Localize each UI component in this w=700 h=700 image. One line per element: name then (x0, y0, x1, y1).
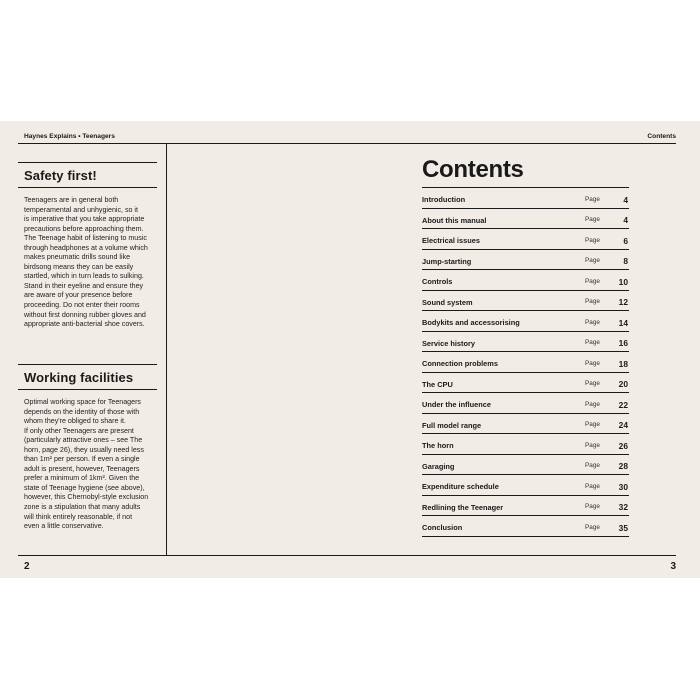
contents-entry[interactable] (422, 208, 629, 229)
body-line: The Teenage habit of listening to music (24, 234, 147, 243)
contents-page-number: 35 (618, 522, 628, 533)
contents-page-number: 20 (618, 379, 628, 389)
contents-entry[interactable] (422, 454, 629, 475)
contents-page-number: 18 (618, 358, 628, 369)
contents-page-label: Page (585, 216, 600, 224)
body-line: whom they're obliged to share it. (24, 417, 126, 426)
column-divider (166, 143, 167, 555)
contents-page-number: 32 (618, 502, 628, 512)
contents-page-number: 10 (618, 276, 628, 287)
section-rule (18, 162, 157, 163)
contents-page-label: Page (585, 421, 600, 429)
contents-entry[interactable] (422, 351, 629, 372)
contents-page-number: 8 (623, 256, 628, 266)
contents-entry-title: Bodykits and accessorising (422, 318, 520, 327)
contents-page-label: Page (585, 462, 600, 470)
body-line: state of Teenage hygiene (see above), (24, 483, 145, 492)
body-line: through headphones at a volume which (24, 243, 148, 252)
contents-entry-title: Introduction (422, 195, 466, 204)
body-line: temperamental and unhygienic, so it (24, 205, 138, 214)
section-body-safety (24, 196, 158, 330)
contents-entry-title: Expenditure schedule (422, 482, 499, 491)
contents-page-label: Page (585, 195, 600, 203)
contents-entry-title: Controls (422, 277, 453, 286)
body-line: horn, page 26), they usually need less (24, 445, 144, 454)
body-line: birdsong means they can be easily (24, 262, 134, 271)
contents-entry[interactable] (422, 331, 629, 352)
section-body-working (24, 398, 158, 532)
contents-entry-title: Garaging (422, 461, 455, 471)
contents-entry[interactable] (422, 495, 629, 516)
body-line: prefer a minimum of 1km². Given the (24, 474, 140, 483)
page-number-right: 3 (670, 561, 676, 572)
contents-list (422, 187, 629, 537)
body-line: appropriate anti-bacterial shoe covers. (24, 320, 145, 329)
contents-entry-title: Conclusion (422, 523, 463, 532)
contents-entry[interactable] (422, 228, 629, 249)
running-header-right: Contents (647, 133, 676, 140)
body-line: makes pneumatic drills sound like (24, 253, 131, 262)
contents-entry[interactable] (422, 249, 629, 270)
body-line: Stand in their eyeline and ensure they (24, 281, 144, 290)
contents-entry[interactable] (422, 290, 629, 311)
body-line: If only other Teenagers are present (24, 426, 134, 435)
body-line: Teenagers are in general both (24, 196, 119, 204)
contents-entry-title: Sound system (422, 297, 473, 307)
contents-page-number: 4 (623, 215, 628, 225)
contents-page-label: Page (585, 277, 600, 285)
contents-page-number: 6 (623, 235, 628, 246)
header-rule (18, 143, 676, 144)
body-line: depends on the identity of those with (24, 407, 140, 416)
contents-title: Contents (422, 156, 524, 183)
contents-page-label: Page (585, 482, 600, 490)
section-title-working: Working facilities (24, 370, 134, 385)
section-title-safety: Safety first! (24, 168, 97, 183)
contents-page-label: Page (585, 523, 600, 531)
body-line: however, this Chernobyl-style exclusion (24, 493, 149, 502)
contents-entry[interactable] (422, 392, 629, 413)
page-number-left: 2 (24, 561, 30, 572)
contents-page-label: Page (585, 359, 600, 367)
body-line: proceeding. Do not enter their rooms (24, 301, 140, 310)
contents-page-label: Page (585, 339, 600, 347)
contents-entry[interactable] (422, 413, 629, 434)
contents-entry-title: About this manual (422, 215, 487, 225)
body-line: are aware of your presence before (24, 291, 133, 300)
contents-entry-title: Electrical issues (422, 236, 480, 245)
contents-entry[interactable] (422, 310, 629, 331)
contents-page-number: 30 (618, 481, 628, 492)
contents-page-label: Page (585, 400, 600, 408)
contents-entry-title: Service history (422, 338, 475, 348)
contents-entry-title: The horn (422, 441, 454, 450)
contents-page-number: 14 (618, 317, 628, 328)
contents-page-label: Page (585, 441, 600, 449)
section-rule (18, 389, 157, 390)
contents-entry-title: The CPU (422, 379, 453, 389)
body-line: startled, which in turn leads to sulking. (24, 272, 144, 281)
contents-entry[interactable] (422, 269, 629, 290)
contents-entry-title: Connection problems (422, 359, 498, 368)
contents-entry[interactable] (422, 474, 629, 495)
body-line: adult is present, however, Teenagers (24, 464, 140, 473)
contents-page-label: Page (585, 380, 600, 388)
section-rule (18, 364, 157, 365)
contents-page-label: Page (585, 318, 600, 326)
section-rule (18, 187, 157, 188)
contents-page-number: 16 (618, 338, 628, 348)
body-line: is imperative that you take appropriate (24, 215, 145, 224)
contents-page-number: 4 (623, 194, 628, 205)
contents-entry-title: Under the influence (422, 400, 491, 409)
contents-page-number: 22 (618, 399, 628, 410)
body-line: will think entirely reasonable, if not (24, 512, 133, 521)
contents-page-number: 24 (618, 420, 628, 430)
contents-entry[interactable] (422, 433, 629, 454)
footer-rule (18, 555, 676, 556)
contents-entry[interactable] (422, 187, 629, 208)
body-line: zone is a stipulation that many adults (24, 503, 141, 512)
body-line: Optimal working space for Teenagers (24, 398, 141, 406)
body-line: precautions before approaching them. (24, 224, 144, 233)
contents-page-number: 28 (618, 461, 628, 471)
contents-entry[interactable] (422, 372, 629, 393)
body-line: than 1m² per person. If even a single (24, 455, 140, 464)
body-line: without first donning rubber gloves and (24, 310, 146, 319)
contents-entry-title: Full model range (422, 420, 482, 430)
contents-page-label: Page (585, 236, 600, 244)
contents-entry[interactable] (422, 515, 629, 537)
running-header-left: Haynes Explains • Teenagers (24, 133, 115, 140)
contents-entry-title: Redlining the Teenager (422, 502, 504, 512)
contents-page-label: Page (585, 503, 600, 511)
body-line: (particularly attractive ones – see The (24, 436, 143, 445)
body-line: even a little conservative. (24, 522, 104, 531)
contents-page-number: 12 (618, 297, 628, 307)
contents-entry-title: Jump-starting (422, 256, 472, 266)
contents-page-label: Page (585, 298, 600, 306)
contents-page-label: Page (585, 257, 600, 265)
contents-page-number: 26 (618, 440, 628, 451)
